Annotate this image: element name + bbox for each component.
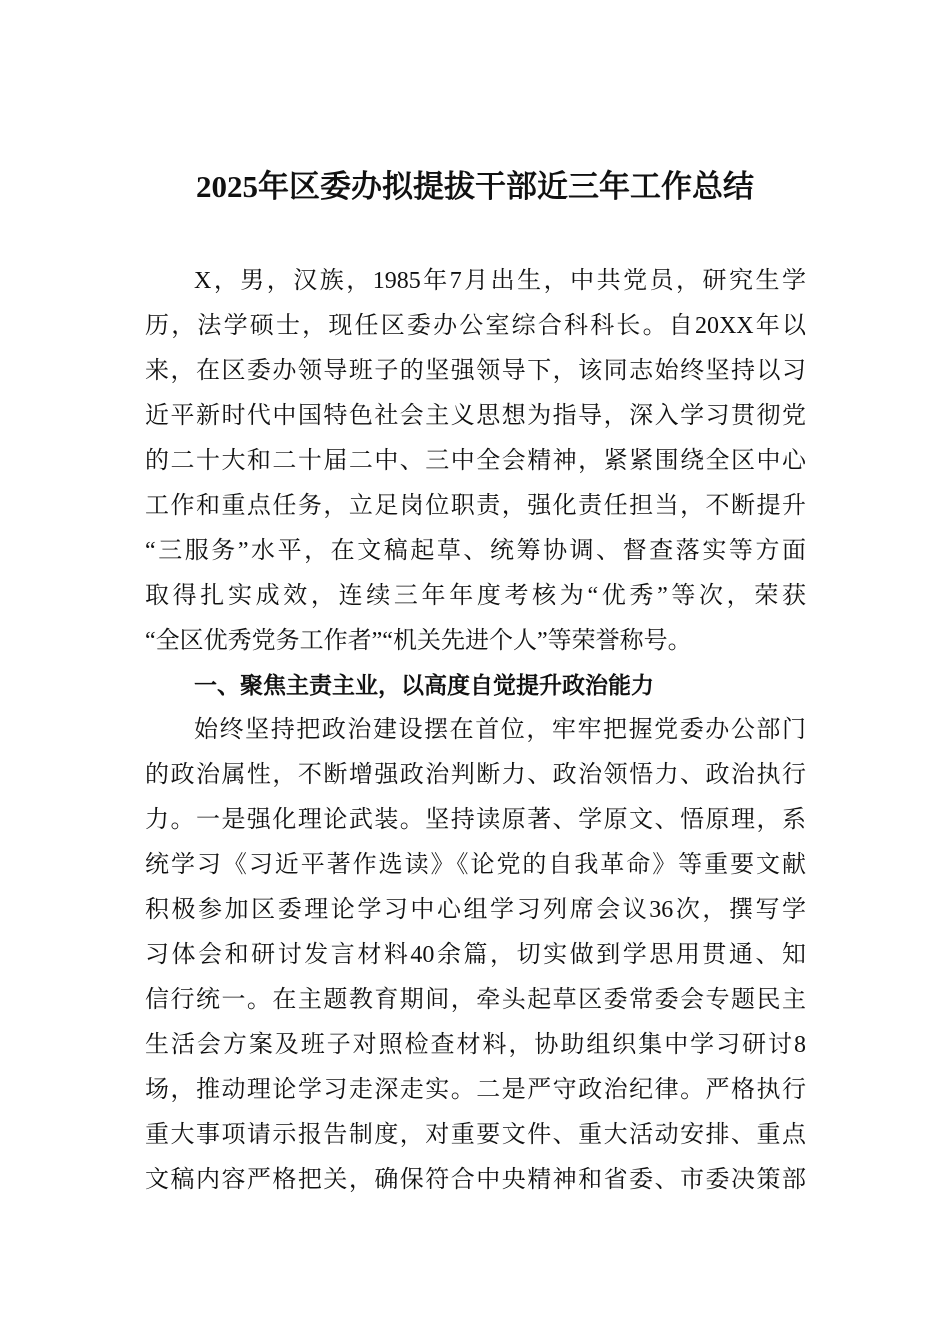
text-line: “三服务”水平，在文稿起草、统筹协调、督查落实等方面 xyxy=(145,538,806,564)
text-line: 力。一是强化理论武装。坚持读原著、学原文、悟原理，系 xyxy=(145,807,806,833)
text-line: 生活会方案及班子对照检查材料，协助组织集中学习研讨8 xyxy=(145,1032,806,1058)
text-line: 始终坚持把政治建设摆在首位，牢牢把握党委办公部门 xyxy=(194,717,806,743)
text-line: 工作和重点任务，立足岗位职责，强化责任担当，不断提升 xyxy=(145,493,806,519)
text-line: 的二十大和二十届二中、三中全会精神，紧紧围绕全区中心 xyxy=(145,448,806,474)
text-line: 文稿内容严格把关，确保符合中央精神和省委、市委决策部 xyxy=(145,1167,806,1193)
intro-paragraph xyxy=(145,259,806,664)
text-line: 场，推动理论学习走深走实。二是严守政治纪律。严格执行 xyxy=(145,1077,806,1103)
text-line: 历，法学硕士，现任区委办公室综合科科长。自20XX年以 xyxy=(145,313,806,339)
document-title: 2025年区委办拟提拔干部近三年工作总结 xyxy=(196,169,754,204)
text-line: 积极参加区委理论学习中心组学习列席会议36次，撰写学 xyxy=(145,897,806,923)
text-line: 近平新时代中国特色社会主义思想为指导，深入学习贯彻党 xyxy=(145,403,806,429)
text-line: 习体会和研讨发言材料40余篇，切实做到学思用贯通、知 xyxy=(145,942,806,968)
text-line: 统学习《习近平著作选读》《论党的自我革命》等重要文献 xyxy=(145,852,806,878)
text-line: 重大事项请示报告制度，对重要文件、重大活动安排、重点 xyxy=(145,1122,806,1148)
text-line: 取得扎实成效，连续三年年度考核为“优秀”等次，荣获 xyxy=(145,583,806,609)
text-line: 信行统一。在主题教育期间，牵头起草区委常委会专题民主 xyxy=(145,987,806,1013)
text-line: 的政治属性，不断增强政治判断力、政治领悟力、政治执行 xyxy=(145,762,806,788)
text-line: X，男，汉族，1985年7月出生，中共党员，研究生学 xyxy=(194,268,806,294)
text-line: “全区优秀党务工作者”“机关先进个人”等荣誉称号。 xyxy=(145,628,692,654)
document-body xyxy=(145,259,806,1203)
text-line: 来，在区委办领导班子的坚强领导下，该同志始终坚持以习 xyxy=(145,358,806,384)
section-paragraph xyxy=(145,708,806,1203)
section-heading: 一、聚焦主责主业，以高度自觉提升政治能力 xyxy=(194,673,654,699)
